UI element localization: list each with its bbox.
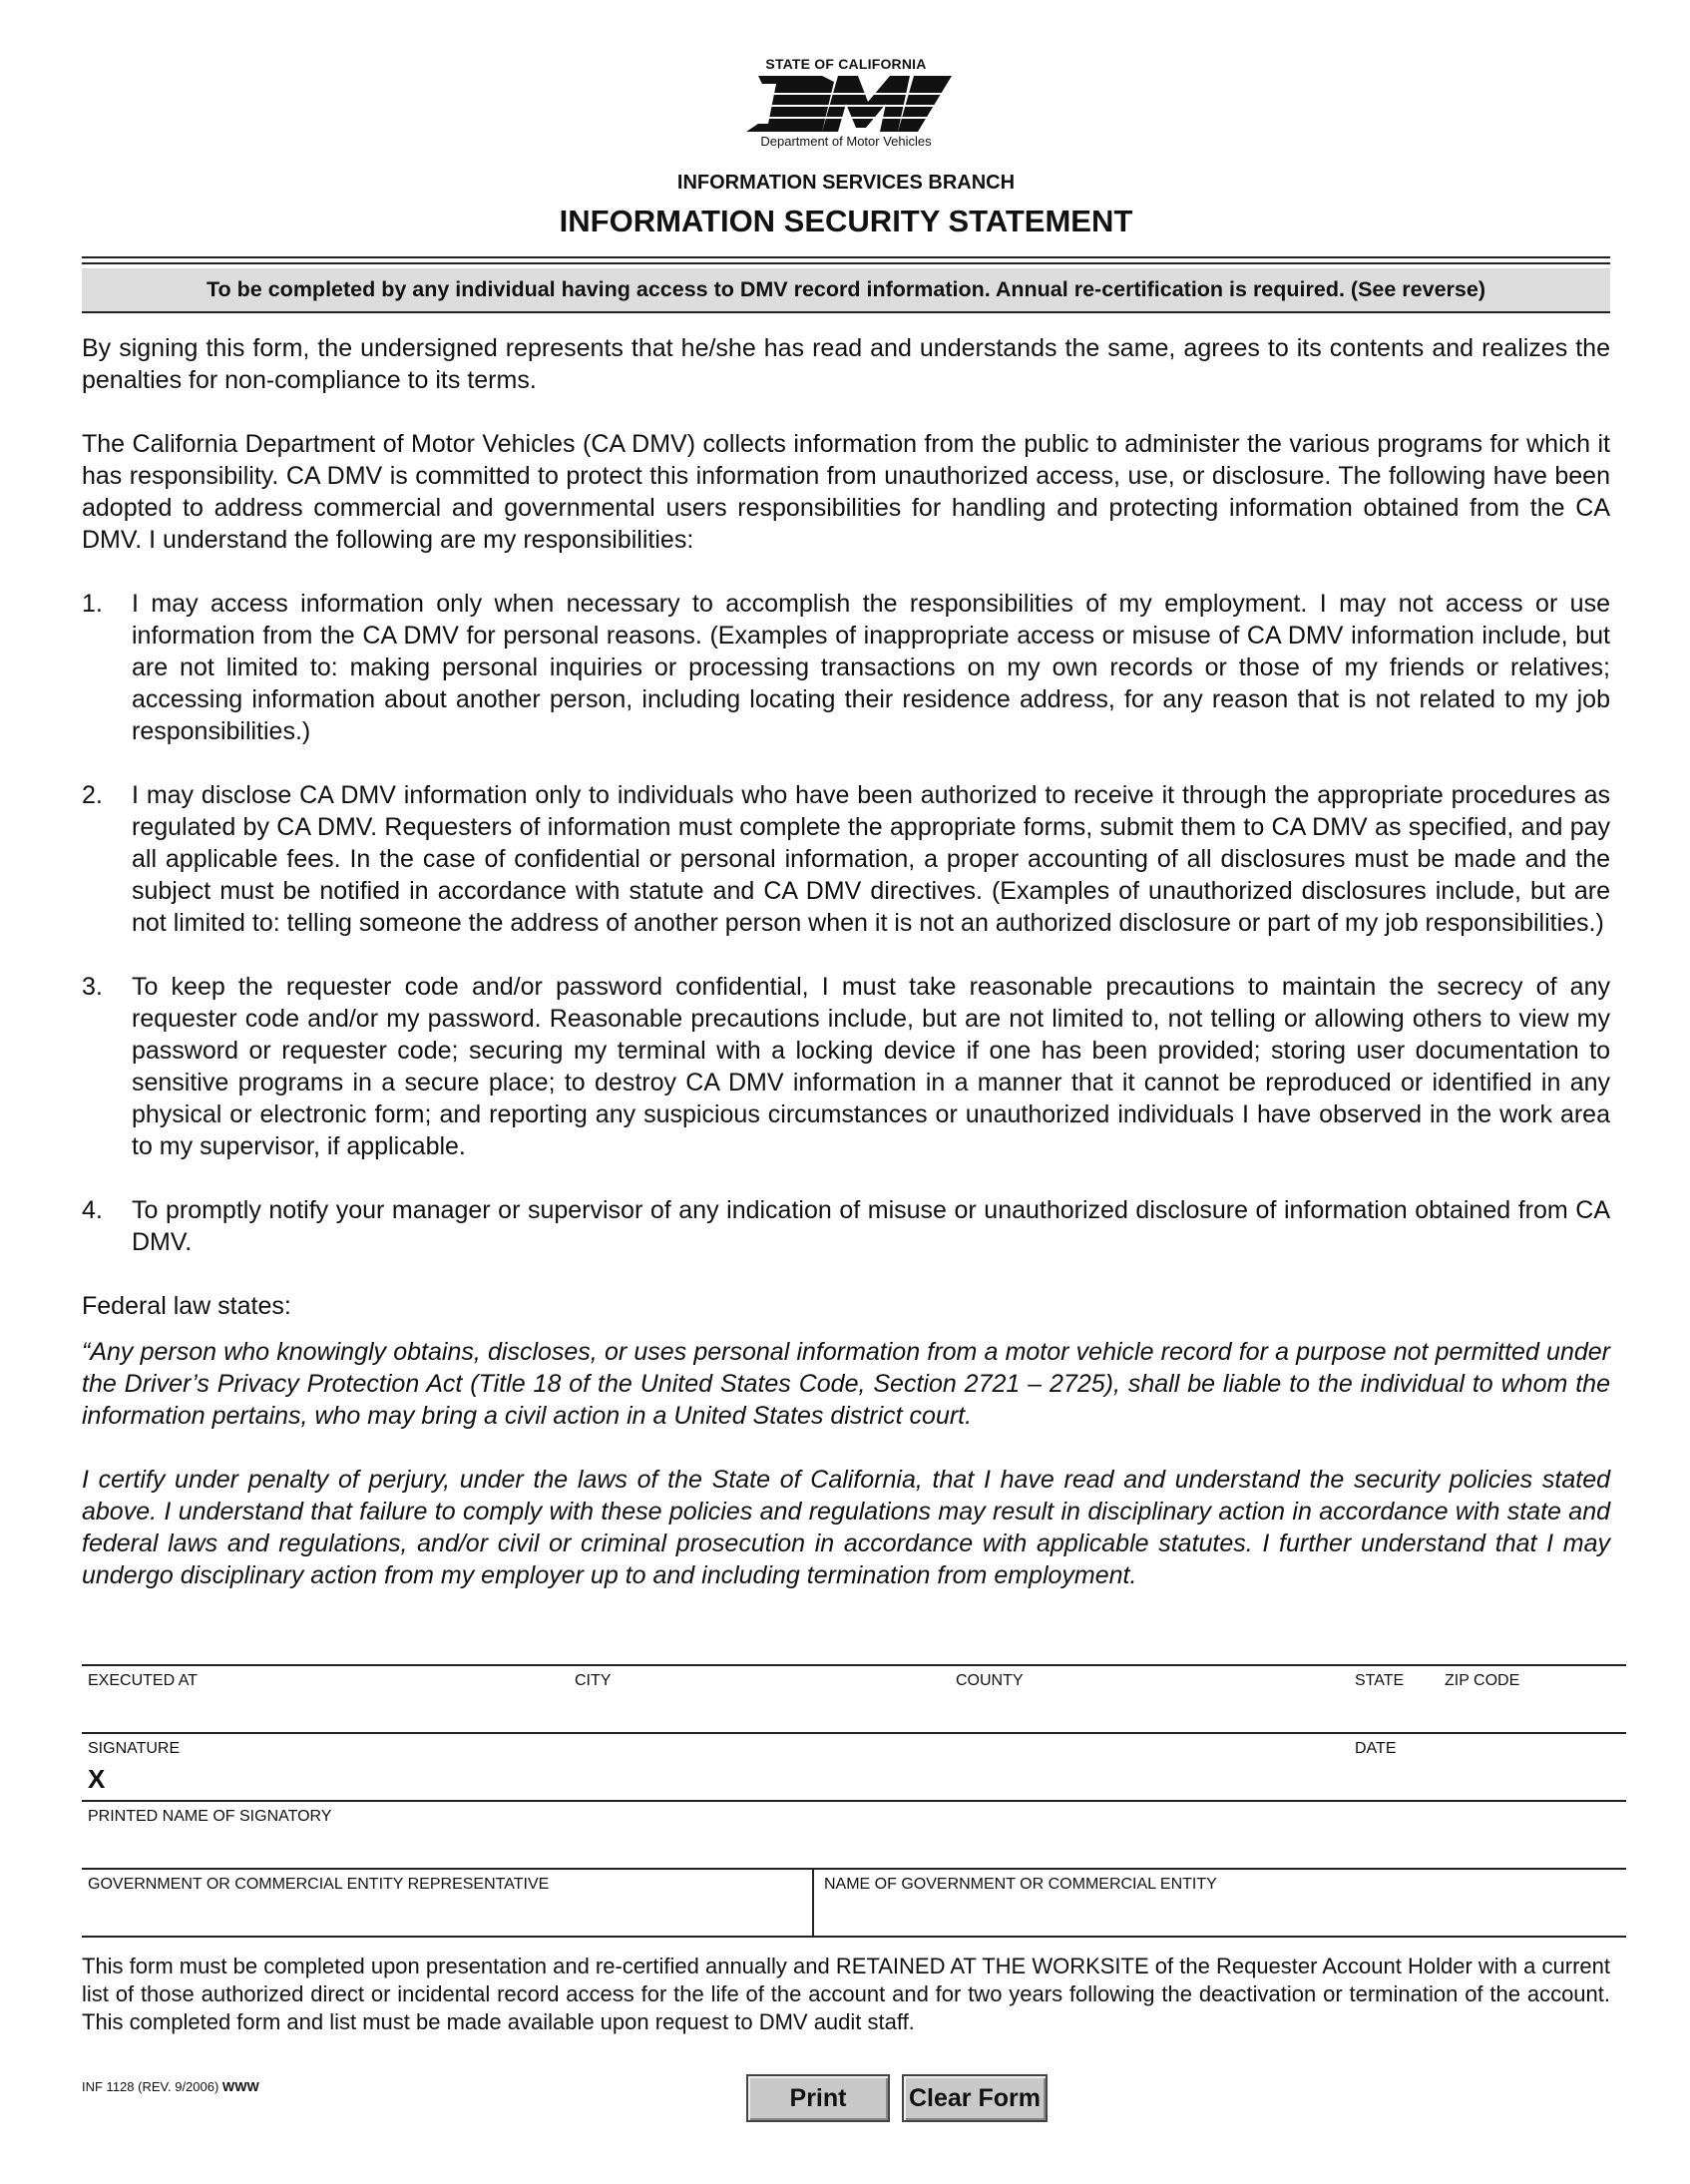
item-text: I may access information only when necessary to accomplish the responsibilities of my employment. I may not access or use information from the CA DMV for personal reasons. (Examples of inappropriate access or misuse of CA DMV information include, but are not limited to: making personal inquiries or processing transactions on my own records or those of my friends or relatives; accessing information about another person, including locating their residence address, for any reason that is not related to my job responsibilities.) <box>132 590 1610 745</box>
list-item <box>82 588 1610 747</box>
item-number: 3. <box>82 973 103 1001</box>
form-number-text: INF 1128 (REV. 9/2006) <box>82 2079 222 2094</box>
executed-at-label: EXECUTED AT <box>88 1672 198 1689</box>
item-number: 4. <box>82 1196 103 1224</box>
banner-rule-second <box>82 262 1610 264</box>
statement-body <box>82 332 1610 1623</box>
dmv-logo-mark <box>738 72 954 136</box>
list-item <box>82 1194 1610 1258</box>
responsibilities-paragraph: The California Department of Motor Vehicles (CA DMV) collects information from the public to administer the various programs for which it has responsibility. CA DMV is committed to protect this information from unauthorized access, use, or disclosure. The following have been adopted to address commercial and governmental users responsibilities for handling and protecting information obtained from the CA DMV. I understand the following are my responsibilities: <box>82 430 1610 554</box>
banner-text: To be completed by any individual having access to DMV record information. Annual re-certification is required. (See reverse) <box>207 277 1485 301</box>
item-number: 2. <box>82 781 103 809</box>
printed-name-label: PRINTED NAME OF SIGNATORY <box>88 1808 332 1825</box>
city-label: CITY <box>575 1672 612 1689</box>
zip-code-label: ZIP CODE <box>1445 1672 1520 1689</box>
signature-x-mark: X <box>88 1764 106 1794</box>
certification-statement: I certify under penalty of perjury, under the laws of the State of California, that I have read and understand the security policies stated above. I understand that failure to comply with these policies and regulations may result in disciplinary action in accordance with state and federal laws and regulations, and/or civil or criminal prosecution in accordance with applicable statutes. I further understand that I may undergo disciplinary action from my employer up to and including termination from employment. <box>82 1466 1610 1589</box>
dmv-logo <box>82 56 1610 161</box>
department-label: Department of Motor Vehicles <box>760 134 932 149</box>
federal-law-label: Federal law states: <box>82 1292 291 1320</box>
printed-name-row[interactable] <box>82 1800 1626 1868</box>
banner-box <box>82 268 1610 313</box>
instruction-banner <box>82 256 1610 314</box>
item-text: I may disclose CA DMV information only to individuals who have been authorized to receive it through the appropriate procedures as regulated by CA DMV. Requesters of information must complete the appropriate forms, submit them to CA DMV as specified, and pay all applicable fees. In the case of confidential or personal information, a proper accounting of all disclosures must be made and the subject must be notified in accordance with statute and CA DMV directives. (Examples of unauthorized disclosures include, but are not limited to: telling someone the address of another person when it is not an authorized disclosure or part of my job responsibilities.) <box>132 781 1610 937</box>
form-number-suffix: WWW <box>221 2079 259 2094</box>
signature-row[interactable] <box>82 1732 1626 1800</box>
intro-paragraph: By signing this form, the undersigned represents that he/she has read and understands the same, agrees to its contents and realizes the penalties for non-compliance to its terms. <box>82 334 1610 394</box>
state-field-label: STATE <box>1355 1672 1405 1689</box>
page-title: INFORMATION SECURITY STATEMENT <box>559 204 1133 238</box>
signature-grid <box>82 1664 1626 1938</box>
item-number: 1. <box>82 590 103 618</box>
list-item <box>82 971 1610 1162</box>
clear-form-button[interactable]: Clear Form <box>902 2074 1048 2122</box>
signature-label: SIGNATURE <box>88 1740 181 1757</box>
list-item <box>82 779 1610 939</box>
date-label: DATE <box>1355 1740 1397 1757</box>
retention-note: This form must be completed upon presentation and re-certified annually and RETAINED AT THE WORKSITE of the Requester Account Holder with a current list of those authorized direct or incidental record access for the life of the account and for two years following the deactivation or termination of the account. This completed form and list must be made available upon request to DMV audit staff. <box>82 1954 1610 2034</box>
item-text: To keep the requester code and/or password confidential, I must take reasonable precautions to maintain the secrecy of any requester code and/or my password. Reasonable precautions include, but are not limited to, not telling or allowing others to view my password or requester code; securing my terminal with a locking device if one has been provided; storing user documentation to sensitive programs in a secure place; to destroy CA DMV information in a manner that it cannot be reproduced or identified in any physical or electronic form; and reporting any suspicious circumstances or unauthorized individuals I have observed in the work area to my supervisor, if applicable. <box>132 973 1610 1160</box>
form-number <box>82 2079 259 2094</box>
item-text: To promptly notify your manager or supervisor of any indication of misuse or unauthorized disclosure of information obtained from CA DMV. <box>132 1196 1610 1256</box>
branch-heading: INFORMATION SERVICES BRANCH <box>676 172 1016 194</box>
state-label: STATE OF CALIFORNIA <box>765 56 927 72</box>
print-button[interactable]: Print <box>746 2074 890 2122</box>
entity-row-divider <box>812 1870 814 1936</box>
representative-label: GOVERNMENT OR COMMERCIAL ENTITY REPRESENTATIVE <box>88 1876 550 1893</box>
federal-law-quote: “Any person who knowingly obtains, discloses, or uses personal information from a motor vehicle record for a purpose not permitted under the Driver’s Privacy Protection Act (Title 18 of the United States Code, Section 2721 – 2725), shall be liable to the individual to whom the information pertains, who may bring a civil action in a United States district court. <box>82 1338 1610 1430</box>
executed-at-row[interactable] <box>82 1664 1626 1732</box>
entity-row[interactable] <box>82 1868 1626 1938</box>
entity-name-label: NAME OF GOVERNMENT OR COMMERCIAL ENTITY <box>824 1876 1217 1893</box>
banner-rule-top <box>82 256 1610 258</box>
county-label: COUNTY <box>956 1672 1024 1689</box>
